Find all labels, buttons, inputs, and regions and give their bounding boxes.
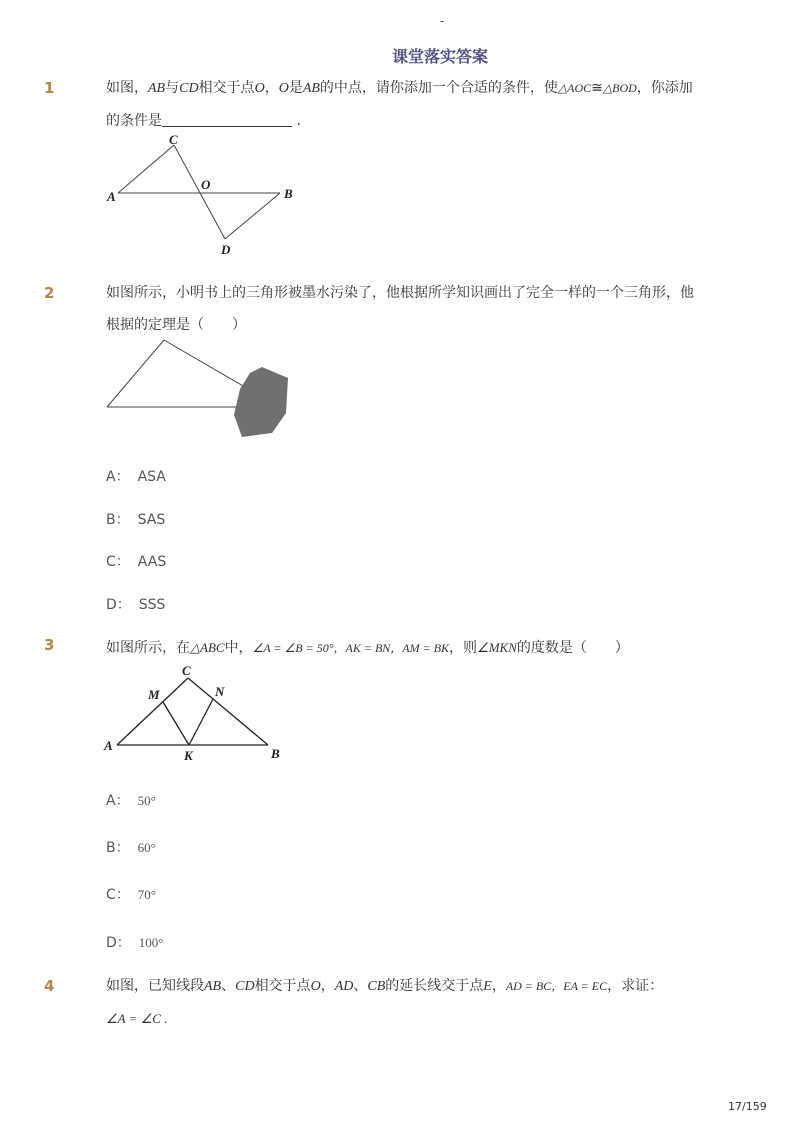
segment-nk xyxy=(189,699,213,745)
triangle-left-side xyxy=(107,340,164,407)
question-1-text: 如图，AB与CD相交于点O，O是AB的中点，请你添加一个合适的条件，使△AOC≅△BOD，你添加 的条件是 . xyxy=(106,80,693,129)
question-2-number: 2 xyxy=(44,284,55,302)
question-3-option-d[interactable]: D： 100° xyxy=(106,935,164,951)
question-1-figure xyxy=(100,132,310,260)
label-a: A xyxy=(107,189,116,204)
label-b: B xyxy=(284,186,293,201)
label-a: A xyxy=(104,738,113,753)
label-m: M xyxy=(148,687,160,702)
segment-bd xyxy=(225,193,280,239)
question-3-option-a[interactable]: A： 50° xyxy=(106,793,156,809)
answer-blank[interactable] xyxy=(162,110,292,127)
top-mark: - xyxy=(440,14,445,28)
ink-blot xyxy=(234,367,288,437)
question-3-number: 3 xyxy=(44,636,55,654)
segment-mk xyxy=(163,702,189,745)
question-3-text: 如图所示，在△ABC中，∠A = ∠B = 50°，AK = BN，AM = BK，则∠MKN的度数是（ ） xyxy=(106,640,629,656)
question-2-option-b[interactable]: B： SAS xyxy=(106,512,166,528)
label-n: N xyxy=(215,684,225,699)
segment-cd xyxy=(174,145,225,239)
question-1-number: 1 xyxy=(44,79,55,97)
label-c: C xyxy=(169,132,178,147)
segment-ac xyxy=(118,145,174,193)
segment-bc xyxy=(188,678,268,745)
question-3-option-c[interactable]: C： 70° xyxy=(106,887,156,903)
question-2-option-d[interactable]: D： SSS xyxy=(106,597,166,613)
label-k: K xyxy=(184,748,193,763)
question-4-text: 如图，已知线段AB、CD相交于点O，AD、CB的延长线交于点E，AD = BC，EA = EC，求证： ∠A = ∠C . xyxy=(106,978,664,1026)
label-d: D xyxy=(221,242,231,257)
question-2-figure xyxy=(100,335,300,445)
question-4-number: 4 xyxy=(44,977,55,995)
question-3-figure xyxy=(100,660,290,768)
label-o: O xyxy=(201,177,211,192)
question-3-option-b[interactable]: B： 60° xyxy=(106,840,156,856)
label-c: C xyxy=(182,663,191,678)
question-2-option-c[interactable]: C： AAS xyxy=(106,554,167,570)
question-2-option-a[interactable]: A： ASA xyxy=(106,469,166,485)
triangle-top-side xyxy=(164,340,250,390)
page-number: 17/159 xyxy=(728,1100,767,1113)
label-b: B xyxy=(271,746,280,761)
question-2-text: 如图所示，小明书上的三角形被墨水污染了，他根据所学知识画出了完全一样的一个三角形，他 根据的定理是（ ） xyxy=(106,285,694,333)
page-title: 课堂落实答案 xyxy=(391,47,488,66)
